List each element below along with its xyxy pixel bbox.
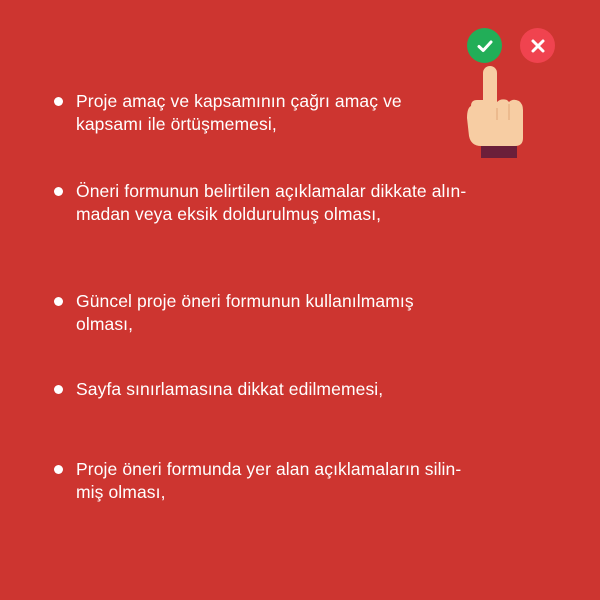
bullet-dot xyxy=(54,97,63,106)
approve-button[interactable] xyxy=(467,28,502,63)
list-item xyxy=(54,378,534,401)
bullet-dot xyxy=(54,385,63,394)
bullet-dot xyxy=(54,465,63,474)
reject-button[interactable] xyxy=(520,28,555,63)
close-icon xyxy=(529,37,547,55)
check-icon xyxy=(475,36,495,56)
list-item-text: Proje öneri formunda yer alan açıklamaların silin- miş olması, xyxy=(76,459,462,502)
list-item-text: Sayfa sınırlamasına dikkat edilmemesi, xyxy=(76,379,384,399)
list-item-text: Güncel proje öneri formunun kullanılmamış olması, xyxy=(76,291,414,334)
list-item-text: Proje amaç ve kapsamının çağrı amaç ve kapsamı ile örtüşmemesi, xyxy=(76,91,402,134)
list-item xyxy=(54,180,534,226)
approve-reject-illustration xyxy=(455,22,565,167)
list-item xyxy=(54,458,534,504)
bullet-dot xyxy=(54,187,63,196)
list-item xyxy=(54,290,534,336)
list-item-text: Öneri formunun belirtilen açıklamalar dikkate alın- madan veya eksik doldurulmuş olması, xyxy=(76,181,467,224)
pointing-hand-icon xyxy=(463,62,529,162)
bullet-dot xyxy=(54,297,63,306)
